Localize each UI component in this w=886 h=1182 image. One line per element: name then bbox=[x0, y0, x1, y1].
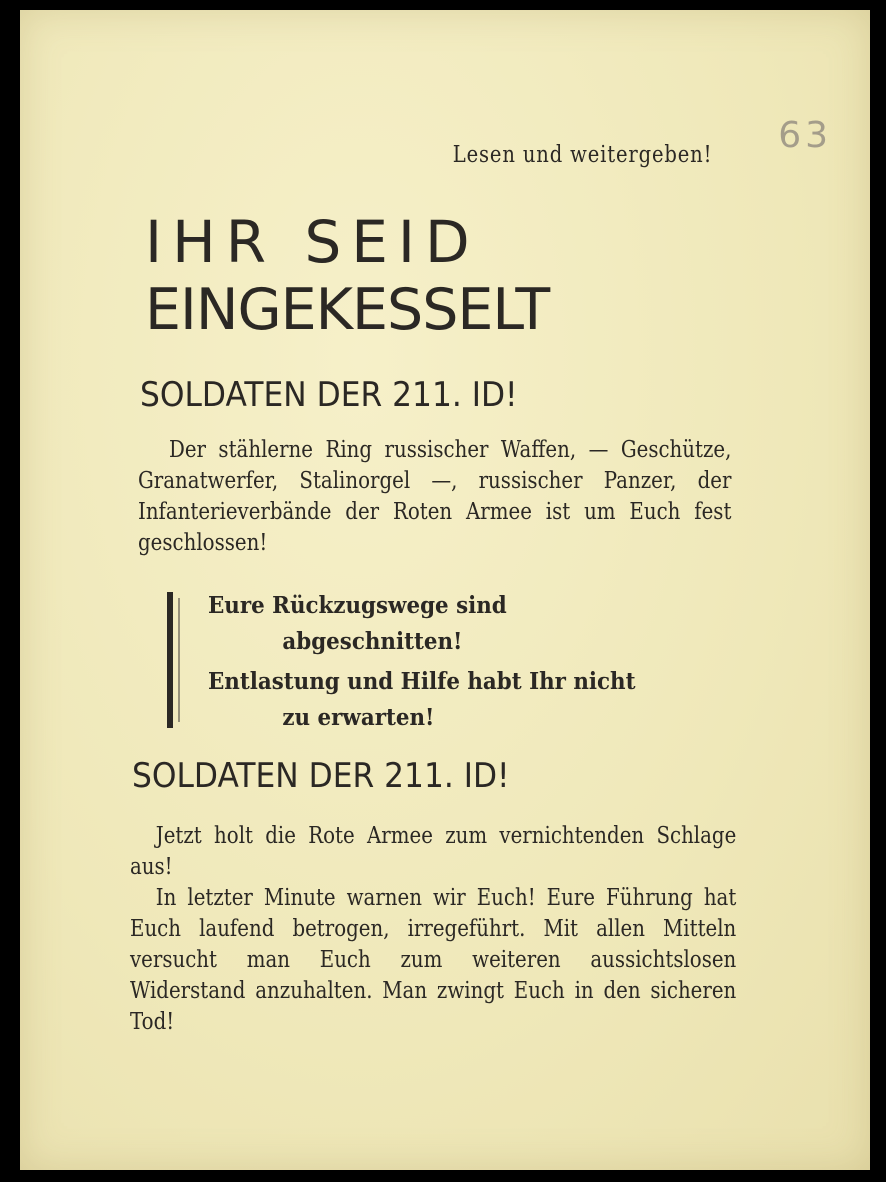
title-line-2: EINGEKESSELT bbox=[145, 277, 550, 343]
title-line-1: IHR SEID bbox=[145, 208, 480, 276]
paragraph-2-part-1: Jetzt holt die Rote Armee zum vernichtenden Schlage aus! bbox=[130, 823, 737, 880]
emphasis-bar-thin bbox=[178, 598, 180, 722]
paragraph-2-part-2: In letzter Minute warnen wir Euch! Eure Führung hat Euch laufend betrogen, irregeführt. Mit allen Mitteln versucht man Euch zum weiteren aussichtslosen Widerstand anzuhalten. Man zwingt Euch in den sicheren Tod! bbox=[130, 885, 737, 1035]
emphasis-bar bbox=[167, 592, 173, 728]
subheading-1: SOLDATEN DER 211. ID! bbox=[140, 375, 518, 415]
read-and-pass-on-line: Lesen und weitergeben! bbox=[452, 142, 712, 168]
paragraph-1: Der stählerne Ring russischer Waffen, — Geschütze, Granatwerfer, Stalinorgel —, russischer Panzer, der Infanterieverbände der Roten Armee ist um Euch fest geschlossen! bbox=[138, 437, 732, 556]
emphasis-line-3: Entlastung und Hilfe habt Ihr nicht bbox=[208, 668, 636, 695]
emphasis-line-1: Eure Rückzugswege sind bbox=[208, 592, 507, 619]
emphasis-block bbox=[208, 588, 729, 736]
emphasis-line-4: zu erwarten! bbox=[282, 704, 435, 731]
subheading-2: SOLDATEN DER 211. ID! bbox=[132, 756, 510, 796]
handwritten-mark: 63 bbox=[778, 115, 832, 156]
paragraph-2 bbox=[130, 821, 736, 1038]
emphasis-line-2: abgeschnitten! bbox=[282, 628, 463, 655]
leaflet-paper bbox=[20, 10, 870, 1170]
